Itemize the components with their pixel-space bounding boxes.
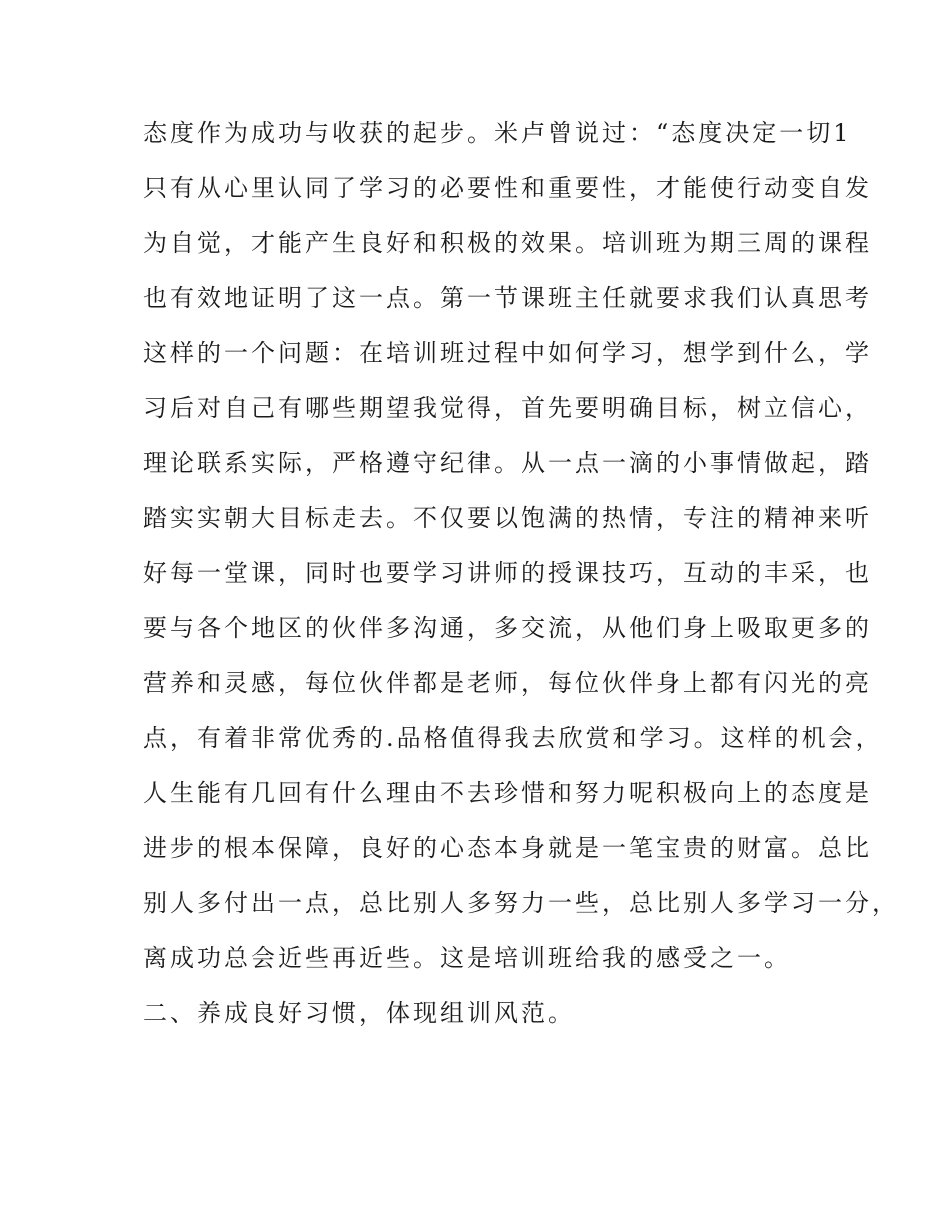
text-line: 踏实实朝大目标走去。不仅要以饱满的热情，专注的精神来听 — [143, 504, 872, 532]
text-line: 只有从心里认同了学习的必要性和重要性，才能使行动变自发 — [143, 174, 872, 202]
text-line: 态度作为成功与收获的起步。米卢曾说过：“态度决定一切1 — [143, 119, 852, 147]
text-line: 要与各个地区的伙伴多沟通，多交流，从他们身上吸取更多的 — [143, 614, 872, 642]
body-text — [143, 106, 899, 1041]
text-line: 点，有着非常优秀的.品格值得我去欣赏和学习。这样的机会， — [143, 724, 883, 752]
text-line: 理论联系实际，严格遵守纪律。从一点一滴的小事情做起，踏 — [143, 449, 872, 477]
text-line: 为自觉，才能产生良好和积极的效果。培训班为期三周的课程 — [143, 229, 872, 257]
text-line: 也有效地证明了这一点。第一节课班主任就要求我们认真思考 — [143, 284, 872, 312]
text-line: 进步的根本保障，良好的心态本身就是一笔宝贵的财富。总比 — [143, 834, 872, 862]
text-line: 别人多付出一点，总比别人多努力一些，总比别人多学习一分， — [143, 889, 899, 917]
text-line: 营养和灵感，每位伙伴都是老师，每位伙伴身上都有闪光的亮 — [143, 669, 872, 697]
text-line: 人生能有几回有什么理由不去珍惜和努力呢积极向上的态度是 — [143, 779, 872, 807]
text-line: 离成功总会近些再近些。这是培训班给我的感受之一。 — [143, 944, 791, 972]
text-line: 习后对自己有哪些期望我觉得，首先要明确目标，树立信心， — [143, 394, 872, 422]
text-line: 好每一堂课，同时也要学习讲师的授课技巧，互动的丰采，也 — [143, 559, 872, 587]
text-line: 这样的一个问题：在培训班过程中如何学习，想学到什么，学 — [143, 339, 872, 367]
section-heading: 二、养成良好习惯，体现组训风范。 — [143, 999, 575, 1027]
